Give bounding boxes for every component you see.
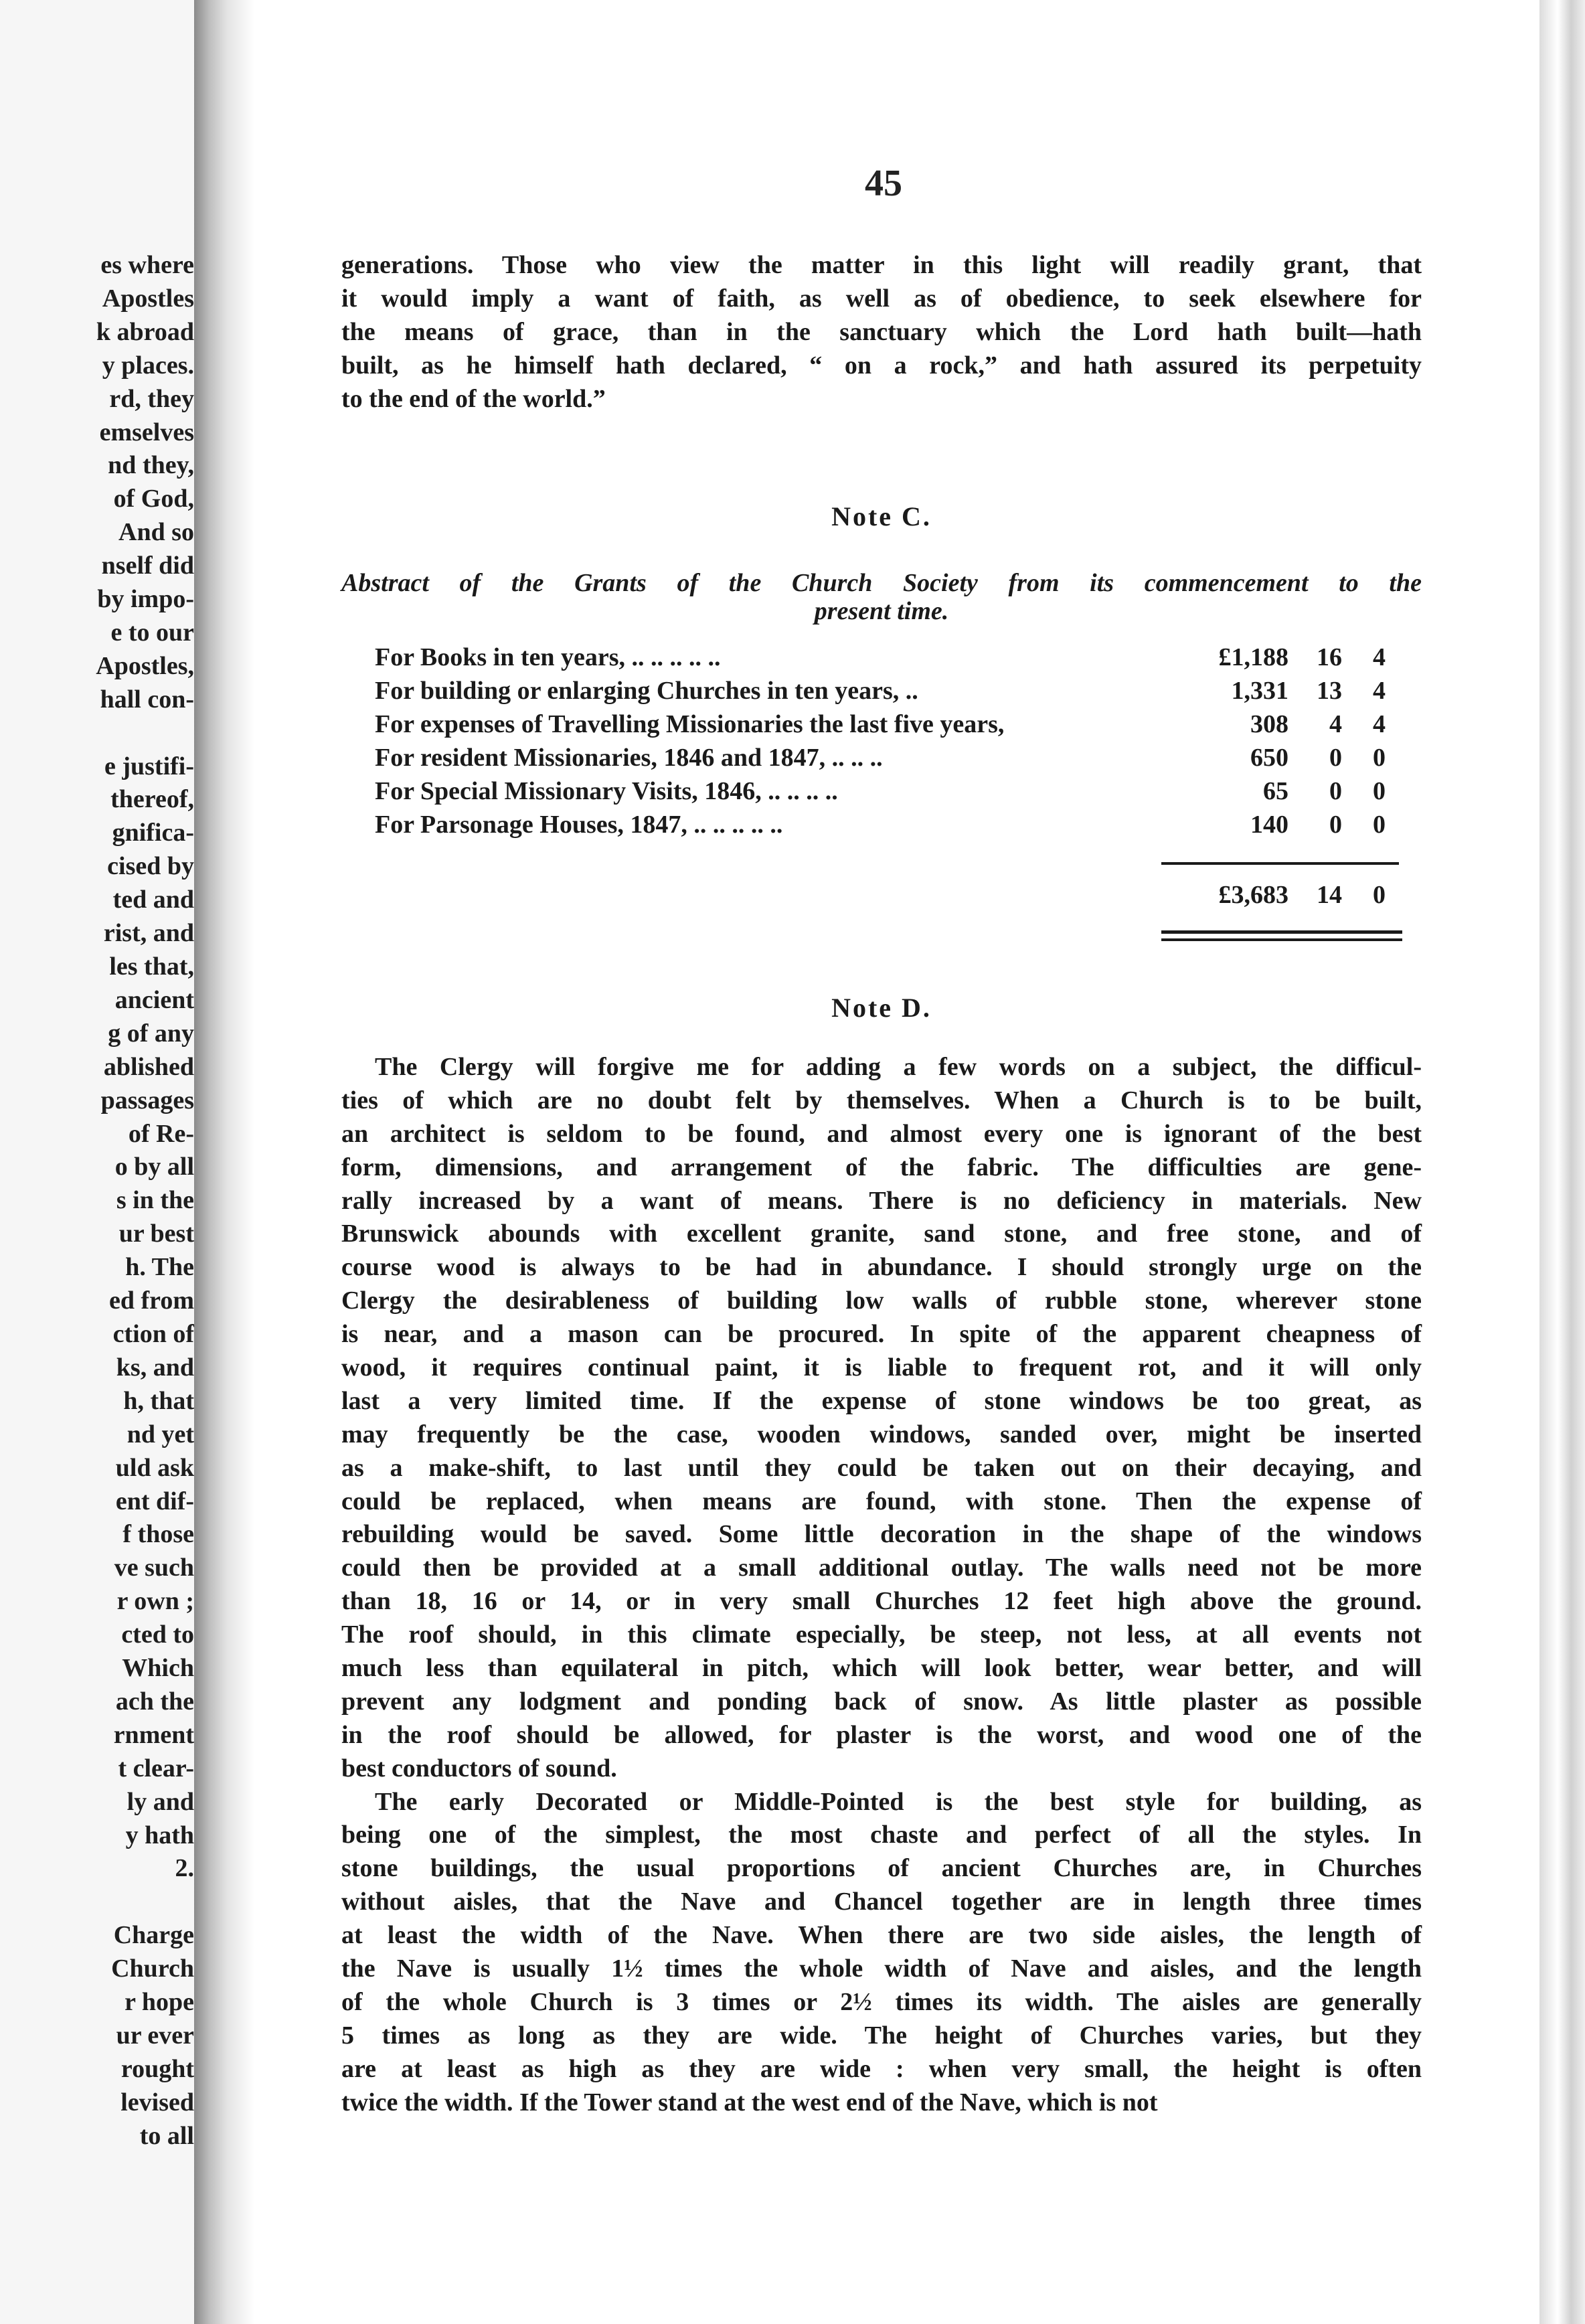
- text-line: the Nave is usually 1½ times the whole width of Nave and aisles, and the length: [341, 1955, 1422, 1983]
- left-page-fragment: ks, and: [116, 1353, 194, 1382]
- left-page-fragment: ve such: [114, 1554, 194, 1582]
- left-page-fragment: y places.: [102, 351, 194, 380]
- left-page-fragment: les that,: [109, 952, 194, 981]
- text-line: as a make-shift, to last until they could be taken out on their decaying, and: [341, 1453, 1422, 1482]
- total-double-rule-upper: [1161, 930, 1402, 934]
- left-facing-page: [0, 0, 201, 2324]
- grant-pounds: 650: [1250, 744, 1288, 772]
- grant-pounds: £1,188: [1218, 643, 1288, 671]
- left-page-fragment: levised: [120, 2088, 194, 2116]
- left-page-fragment: of Re-: [128, 1119, 194, 1148]
- left-page-fragment: ted and: [112, 886, 194, 914]
- left-page-fragment: hall con-: [100, 685, 194, 714]
- grant-pounds: 140: [1250, 811, 1288, 839]
- left-page-fragment: 2.: [175, 1854, 194, 1883]
- text-line: than 18, 16 or 14, or in very small Churches 12 feet high above the ground.: [341, 1587, 1422, 1616]
- text-line: the means of grace, than in the sanctuary which the Lord hath built—hath: [341, 317, 1422, 346]
- grant-label: For Special Missionary Visits, 1846, .. .. .. ..: [375, 777, 838, 805]
- left-page-fragment: nd yet: [127, 1420, 194, 1448]
- grant-shillings: 16: [1317, 643, 1342, 671]
- text-line: generations. Those who view the matter in this light will readily grant, that: [341, 251, 1422, 279]
- text-line: course wood is always to be had in abundance. I should strongly urge on the: [341, 1253, 1422, 1282]
- text-line: are at least as high as they are wide : when very small, the height is often: [341, 2054, 1422, 2083]
- left-page-fragment: by impo-: [97, 585, 194, 614]
- left-page-fragment: ly and: [127, 1787, 194, 1816]
- left-page-fragment: passages: [100, 1086, 194, 1114]
- grant-row: [375, 643, 1406, 676]
- text-line: The roof should, in this climate especially, be steep, not less, at all events not: [341, 1621, 1422, 1649]
- left-page-fragment: uld ask: [115, 1453, 194, 1482]
- grant-row: [375, 676, 1406, 710]
- total-double-rule-lower: [1161, 938, 1402, 941]
- grants-total-row: [375, 880, 1406, 914]
- grant-label: For Parsonage Houses, 1847, .. .. .. .. ..: [375, 811, 783, 839]
- text-line: rally increased by a want of means. There is no deficiency in materials. New: [341, 1186, 1422, 1215]
- left-page-fragment: cted to: [121, 1621, 194, 1649]
- grant-row: [375, 776, 1406, 810]
- text-line: prevent any lodgment and ponding back of snow. As little plaster as possible: [341, 1687, 1422, 1716]
- text-line: is near, and a mason can be procured. In spite of the apparent cheapness of: [341, 1320, 1422, 1349]
- grant-shillings: 13: [1317, 677, 1342, 705]
- text-line: The Clergy will forgive me for adding a few words on a subject, the difficul-: [375, 1053, 1422, 1081]
- total-pence: 0: [1373, 881, 1386, 909]
- left-page-fragment: o by all: [114, 1153, 194, 1181]
- left-page-fragment: ction of: [112, 1319, 194, 1348]
- text-line: may frequently be the case, wooden windows, sanded over, might be inserted: [341, 1420, 1422, 1448]
- text-line: Clergy the desirableness of building low walls of rubble stone, wherever stone: [341, 1286, 1422, 1315]
- book-gutter-shadow: [194, 0, 254, 2324]
- grant-shillings: 0: [1329, 811, 1342, 839]
- left-page-fragment: s in the: [116, 1186, 194, 1215]
- left-page-fragment: y hath: [125, 1821, 194, 1849]
- grant-pence: 4: [1373, 677, 1386, 705]
- left-page-fragment: Church: [111, 1955, 194, 1983]
- left-page-fragment: r own ;: [116, 1587, 194, 1616]
- left-page-fragment: h, that: [123, 1386, 194, 1415]
- text-line: Brunswick abounds with excellent granite, sand stone, and free stone, and of: [341, 1220, 1422, 1248]
- left-page-fragment: ed from: [109, 1286, 194, 1315]
- left-page-fragment: emselves: [99, 418, 194, 446]
- text-line: rebuilding would be saved. Some little decoration in the shape of the windows: [341, 1520, 1422, 1549]
- left-page-fragment: e justifi-: [104, 752, 194, 780]
- left-page-fragment: to all: [139, 2121, 194, 2150]
- left-page-fragment: thereof,: [110, 785, 194, 814]
- left-page-text-fragments: [0, 249, 194, 2153]
- left-page-fragment: r hope: [124, 1988, 194, 2017]
- left-page-fragment: gnifica-: [112, 819, 194, 847]
- left-page-fragment: rd, they: [109, 384, 194, 413]
- grant-pence: 4: [1373, 710, 1386, 738]
- grant-pounds: 308: [1250, 710, 1288, 738]
- text-line: without aisles, that the Nave and Chancel together are in length three times: [341, 1888, 1422, 1916]
- left-page-fragment: Charge: [113, 1921, 194, 1950]
- text-line: The early Decorated or Middle-Pointed is the best style for building, as: [375, 1787, 1422, 1816]
- left-page-fragment: ablished: [103, 1052, 194, 1081]
- grant-pence: 0: [1373, 777, 1386, 805]
- grant-row: [375, 810, 1406, 843]
- left-page-fragment: rnment: [113, 1720, 194, 1749]
- text-line: ties of which are no doubt felt by themselves. When a Church is to be built,: [341, 1086, 1422, 1114]
- left-page-fragment: h. The: [125, 1253, 194, 1282]
- text-line: wood, it requires continual paint, it is liable to frequent rot, and it will only: [341, 1353, 1422, 1382]
- left-page-fragment: g of any: [108, 1019, 194, 1048]
- left-page-fragment: nself did: [101, 552, 194, 580]
- left-page-fragment: ur ever: [116, 2021, 194, 2050]
- grant-pence: 4: [1373, 643, 1386, 671]
- grant-label: For building or enlarging Churches in ten years, ..: [375, 677, 918, 705]
- grant-shillings: 4: [1329, 710, 1342, 738]
- grant-shillings: 0: [1329, 777, 1342, 805]
- left-page-fragment: ur best: [118, 1220, 194, 1248]
- text-line: could then be provided at a small additional outlay. The walls need not be more: [341, 1554, 1422, 1582]
- left-page-fragment: Apostles: [102, 284, 194, 313]
- left-page-fragment: f those: [122, 1520, 194, 1549]
- grants-table: [375, 643, 1406, 843]
- note-c-heading: Note C.: [831, 501, 932, 531]
- left-page-fragment: e to our: [110, 618, 194, 647]
- grant-pence: 0: [1373, 744, 1386, 772]
- left-page-fragment: k abroad: [96, 317, 194, 346]
- total-pounds: £3,683: [1218, 881, 1288, 909]
- left-page-fragment: rist, and: [103, 919, 194, 948]
- left-page-fragment: Which: [122, 1654, 194, 1683]
- text-line: last a very limited time. If the expense of stone windows be too great, as: [341, 1386, 1422, 1415]
- text-line: of the whole Church is 3 times or 2½ times its width. The aisles are generally: [341, 1987, 1422, 2016]
- left-page-fragment: ent dif-: [115, 1487, 194, 1515]
- left-page-fragment: cised by: [107, 852, 194, 881]
- left-page-fragment: ach the: [115, 1687, 194, 1716]
- left-page-fragment: Apostles,: [96, 651, 194, 680]
- text-line: to the end of the world.”: [341, 384, 606, 413]
- grant-pence: 0: [1373, 811, 1386, 839]
- grant-row: [375, 710, 1406, 743]
- text-line: it would imply a want of faith, as well as of obedience, to seek elsewhere for: [341, 284, 1422, 313]
- left-page-fragment: [0, 717, 194, 750]
- grant-row: [375, 743, 1406, 776]
- text-line: best conductors of sound.: [341, 1754, 617, 1782]
- grant-pounds: 65: [1263, 777, 1288, 805]
- left-page-fragment: rought: [120, 2054, 194, 2083]
- text-line: being one of the simplest, the most chaste and perfect of all the styles. In: [341, 1821, 1422, 1849]
- total-rule: [1161, 862, 1399, 865]
- text-line: could be replaced, when means are found, with stone. Then the expense of: [341, 1487, 1422, 1515]
- text-line: much less than equilateral in pitch, which will look better, wear better, and will: [341, 1654, 1422, 1683]
- note-d-heading: Note D.: [831, 993, 932, 1023]
- text-line: at least the width of the Nave. When there are two side aisles, the length of: [341, 1921, 1422, 1950]
- grant-label: For Books in ten years, .. .. .. .. ..: [375, 643, 721, 671]
- text-line: twice the width. If the Tower stand at the west end of the Nave, which is not: [341, 2088, 1158, 2116]
- abstract-title-line-2: present time.: [814, 597, 949, 625]
- continued-paragraph: [341, 249, 1422, 416]
- text-line: built, as he himself hath declared, “ on a rock,” and hath assured its perpetuity: [341, 351, 1422, 380]
- left-page-fragment: of God,: [113, 485, 194, 513]
- text-line: stone buildings, the usual proportions of ancient Churches are, in Churches: [341, 1854, 1422, 1883]
- left-page-fragment: es where: [100, 251, 194, 279]
- grant-shillings: 0: [1329, 744, 1342, 772]
- grant-pounds: 1,331: [1231, 677, 1288, 705]
- abstract-title: [341, 569, 1422, 625]
- left-page-fragment: t clear-: [118, 1754, 194, 1782]
- page-edge: [1539, 0, 1585, 2324]
- left-page-fragment: And so: [118, 518, 194, 547]
- text-line: an architect is seldom to be found, and almost every one is ignorant of the best: [341, 1119, 1422, 1148]
- left-page-fragment: nd they,: [108, 451, 194, 480]
- left-page-fragment: ancient: [114, 985, 194, 1014]
- note-d-body: [341, 1051, 1422, 2120]
- grant-label: For resident Missionaries, 1846 and 1847, .. .. ..: [375, 744, 883, 772]
- grant-label: For expenses of Travelling Missionaries the last five years,: [375, 710, 1005, 738]
- abstract-title-line-1: Abstract of the Grants of the Church Society from its commencement to the: [341, 569, 1422, 597]
- left-page-fragment: [0, 1886, 194, 1919]
- text-line: form, dimensions, and arrangement of the fabric. The difficulties are gene-: [341, 1153, 1422, 1181]
- page-number: 45: [865, 163, 902, 204]
- total-shillings: 14: [1317, 881, 1342, 909]
- text-line: 5 times as long as they are wide. The height of Churches varies, but they: [341, 2021, 1422, 2050]
- text-line: in the roof should be allowed, for plaster is the worst, and wood one of the: [341, 1720, 1422, 1749]
